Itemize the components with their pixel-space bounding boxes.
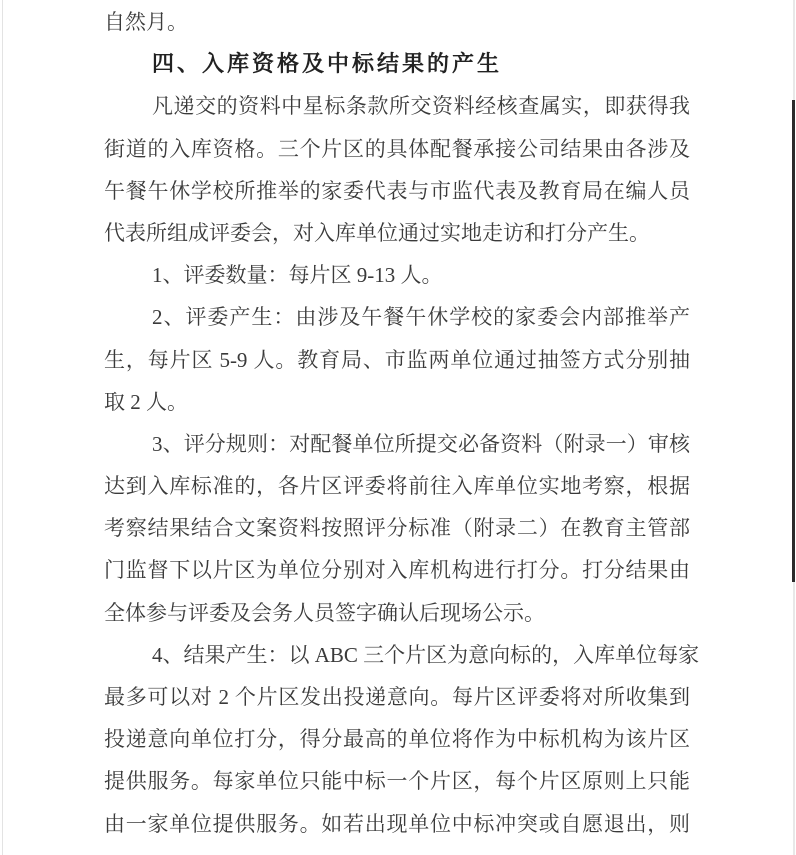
scrollbar-thumb[interactable] bbox=[792, 100, 795, 582]
text-line: 4、结果产生：以 ABC 三个片区为意向标的，入库单位每家 bbox=[152, 642, 700, 667]
section-heading: 四、入库资格及中标结果的产生 bbox=[152, 51, 503, 77]
text-line: 由一家单位提供服务。如若出现单位中标冲突或自愿退出，则 bbox=[104, 811, 690, 836]
text-line: 街道的入库资格。三个片区的具体配餐承接公司结果由各涉及 bbox=[104, 136, 690, 161]
text-line: 最多可以对 2 个片区发出投递意向。每片区评委将对所收集到 bbox=[104, 685, 690, 709]
text-line: 3、评分规则：对配餐单位所提交必备资料（附录一）审核 bbox=[152, 431, 690, 456]
text-line: 取 2 人。 bbox=[104, 389, 188, 414]
text-line: 全体参与评委及会务人员签字确认后现场公示。 bbox=[104, 600, 545, 625]
text-line: 提供服务。每家单位只能中标一个片区，每个片区原则上只能 bbox=[104, 769, 690, 794]
text-line: 2、评委产生：由涉及午餐午休学校的家委会内部推举产 bbox=[152, 305, 690, 330]
text-line: 凡递交的资料中星标条款所交资料经核查属实，即获得我 bbox=[152, 94, 690, 119]
text-line: 投递意向单位打分，得分最高的单位将作为中标机构为该片区 bbox=[104, 727, 690, 752]
text-line: 代表所组成评委会，对入库单位通过实地走访和打分产生。 bbox=[104, 220, 650, 245]
text-line: 达到入库标准的，各片区评委将前往入库单位实地考察，根据 bbox=[104, 474, 690, 499]
document-text-body bbox=[104, 1, 700, 845]
text-line: 生，每片区 5-9 人。教育局、市监两单位通过抽签方式分别抽 bbox=[104, 347, 690, 372]
page-left-border bbox=[2, 0, 3, 855]
text-line: 考察结果结合文案资料按照评分标准（附录二）在教育主管部 bbox=[104, 516, 690, 541]
text-line: 1、评委数量：每片区 9-13 人。 bbox=[152, 263, 443, 288]
text-line: 午餐午休学校所推举的家委代表与市监代表及教育局在编人员 bbox=[104, 178, 690, 203]
text-line: 自然月。 bbox=[104, 10, 188, 34]
text-line: 门监督下以片区为单位分别对入库机构进行打分。打分结果由 bbox=[104, 558, 690, 583]
